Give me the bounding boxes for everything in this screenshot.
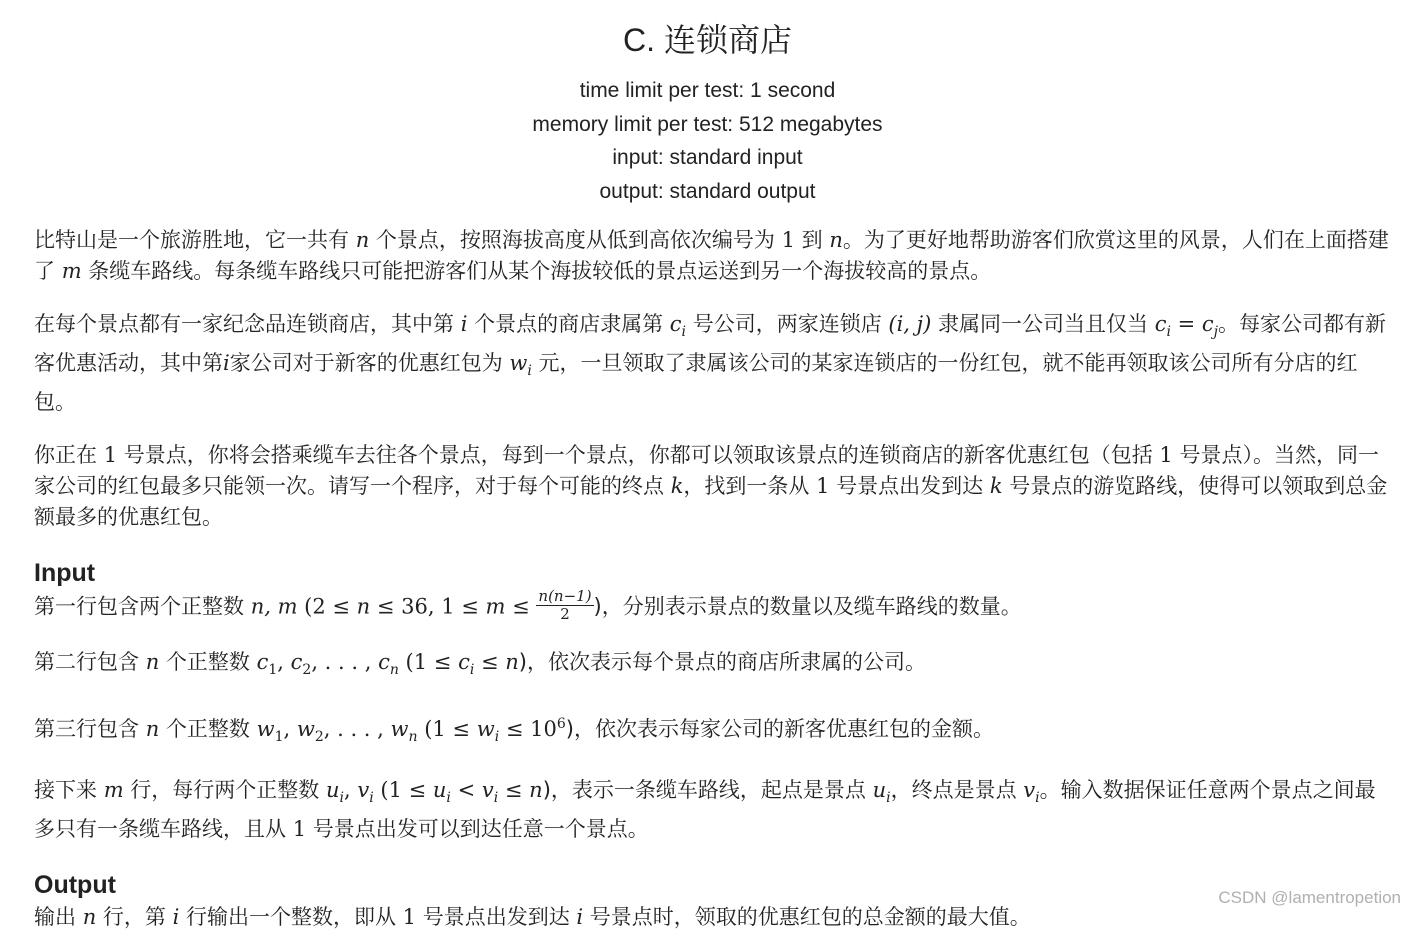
input-file: input: standard input [612,146,803,169]
statement-paragraph-3: 你正在 1 号景点，你将会搭乘缆车去往各个景点，每到一个景点，你都可以领取该景点的连锁商店的新客优惠红包（包括 1 号景点）。当然，同一家公司的红包最多只能领一次。请写一个程序，对于每个可能的终点 k，找到一条从 1 号景点出发到达 k 号景点的游览路线，使得可以领取到总金额最多的优惠红包。 [34,443,1388,530]
memory-limit: memory limit per test: 512 megabytes [532,112,883,136]
input-line-4: 接下来 m 行，每行两个正整数 $u_i$, $v_i$ $(1 \le u_i < v_i \le n)$，表示一条缆车路线，起点是景点 $u_i$，终点是景点 $v_i$。输入数据保证任意两个景点之间最多只有一条缆车路线，且从 1 号景点出发可以到达任意一个景点。 [34,777,1376,841]
statement-paragraph-1: 比特山是一个旅游胜地，它一共有 n 个景点，按照海拔高度从低到高依次编号为 1 到 n。为了更好地帮助游客们欣赏这里的风景，人们在上面搭建了 m 条缆车路线。每条缆车路线只可能把游客们从某个海拔较低的景点运送到另一个海拔较高的景点。 [34,228,1389,283]
statement-paragraph-2: 在每个景点都有一家纪念品连锁商店，其中第 i 个景点的商店隶属第 $c_i$ 号公司，两家连锁店 (i, j) 隶属同一公司当且仅当 $c_i = c_j$。每家公司都有新客优惠活动，其中第i家公司对于新客的优惠红包为 $w_i$ 元，一旦领取了隶属该公司的某家连锁店的一份红包，就不能再领取该公司所有分店的红包。 [34,312,1387,415]
input-line-2: 第二行包含 n 个正整数 $c_1$, $c_2$, . . . , $c_n$ $(1 \le c_i \le n)$，依次表示每个景点的商店所隶属的公司。 [34,650,926,679]
output-section-title: Output [34,870,116,899]
output-file: output: standard output [599,179,816,203]
fraction: $\frac{n(n-1)}{2}$ [538,587,592,624]
input-section-title: Input [34,559,96,588]
problem-header [0,0,1415,208]
input-line-1: 第一行包含两个正整数 n, m (2 ≤ n ≤ 36, 1 ≤ m ≤ $\frac{n(n-1)}{2}$ )，分别表示景点的数量以及缆车路线的数量。 [34,587,1022,624]
problem-title: C. 连锁商店 [623,22,792,58]
csdn-watermark: CSDN @lamentropetion [1218,888,1401,907]
problem-statement [34,225,1394,933]
time-limit: time limit per test: 1 second [579,79,836,102]
output-line-1: 输出 n 行，第 i 行输出一个整数，即从 1 号景点出发到达 i 号景点时，领取的优惠红包的总金额的最大值。 [34,904,1031,929]
input-line-3: 第三行包含 n 个正整数 $w_1$, $w_2$, . . . , $w_n$ $(1 \le w_i \le 10^6)$，依次表示每家公司的新客优惠红包的金额。 [34,715,994,745]
